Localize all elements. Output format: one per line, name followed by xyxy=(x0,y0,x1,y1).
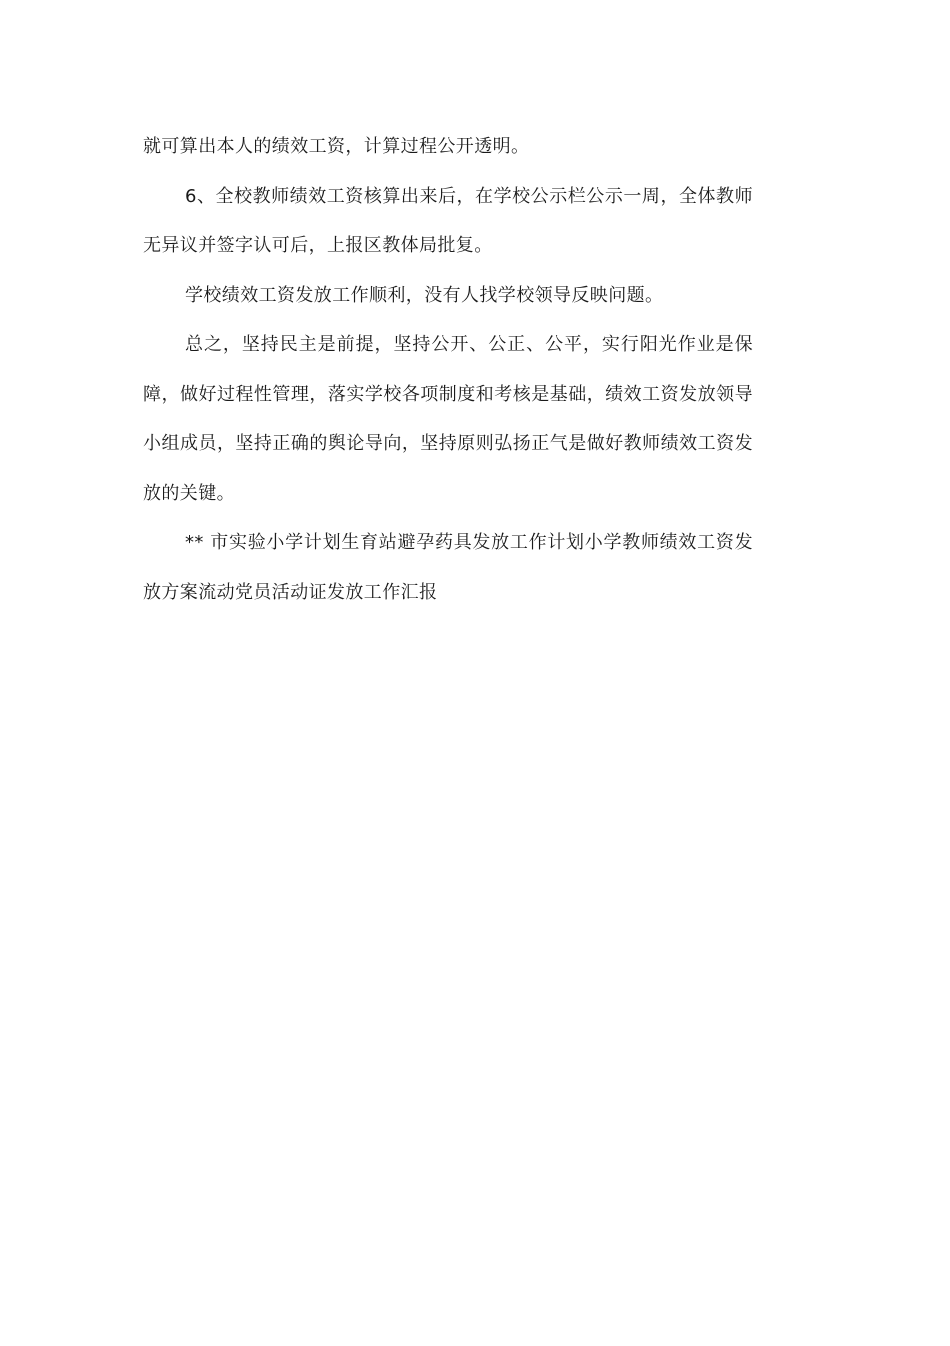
paragraph-related-links: ** 市实验小学计划生育站避孕药具发放工作计划小学教师绩效工资发放方案流动党员活动证发放工作汇报 xyxy=(143,532,753,603)
paragraph-item-6: 6、全校教师绩效工资核算出来后，在学校公示栏公示一周，全体教师无异议并签字认可后，上报区教体局批复。 xyxy=(143,185,753,256)
paragraph-continuation: 就可算出本人的绩效工资，计算过程公开透明。 xyxy=(143,136,530,157)
paragraph-result: 学校绩效工资发放工作顺利，没有人找学校领导反映问题。 xyxy=(185,284,664,306)
document-body xyxy=(143,122,753,617)
paragraph-summary: 总之，坚持民主是前提，坚持公开、公正、公平，实行阳光作业是保障，做好过程性管理，落实学校各项制度和考核是基础，绩效工资发放领导小组成员，坚持正确的舆论导向，坚持原则弘扬正气是做好教师绩效工资发放的关键。 xyxy=(143,334,753,504)
